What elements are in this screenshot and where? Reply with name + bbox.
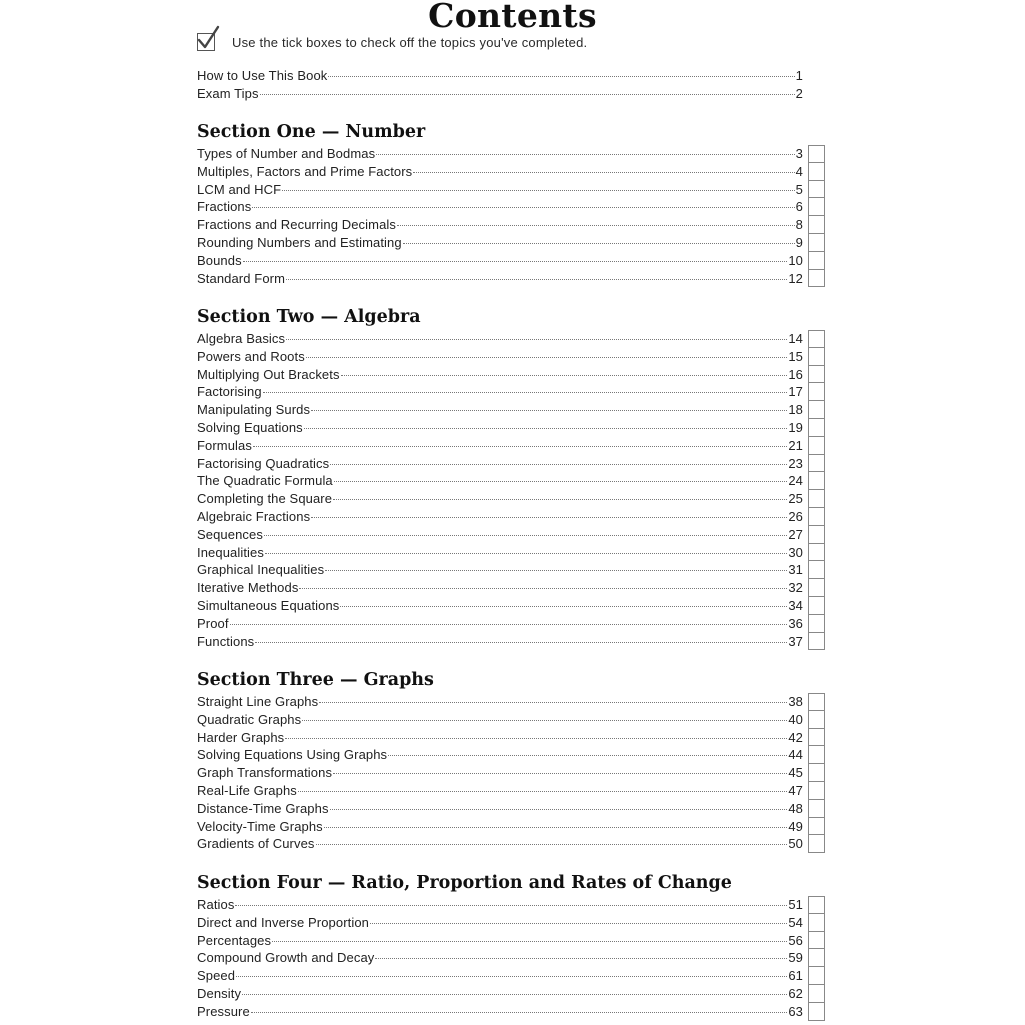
toc-entry[interactable] [197,330,803,348]
toc-entry[interactable] [197,914,803,932]
toc-entry[interactable] [197,597,803,615]
toc-entry[interactable] [197,693,803,711]
tick-checkbox[interactable] [808,932,825,950]
tick-checkbox[interactable] [808,835,825,853]
toc-entry[interactable] [197,198,803,216]
toc-entry-label: Iterative Methods [197,580,299,596]
toc-entry-page: 40 [788,711,803,727]
tick-checkbox[interactable] [808,508,825,526]
checkmark-icon [197,33,215,51]
dot-leader [403,243,795,244]
toc-entry[interactable] [197,615,803,633]
toc-entry[interactable] [197,579,803,597]
dot-leader [304,428,788,429]
toc-entry-page: 14 [788,331,803,346]
section-two-algebra [197,305,827,650]
toc-entry-page: 30 [788,544,803,560]
toc-entry-label: Exam Tips [197,85,259,101]
dot-leader [253,446,787,447]
toc-entry-label: Rounding Numbers and Estimating [197,234,402,250]
dot-leader [251,1012,788,1013]
toc-entry[interactable] [197,932,803,950]
tick-checkbox[interactable] [808,693,825,711]
toc-entry-page: 5 [795,181,803,197]
toc-entry[interactable] [197,216,803,234]
toc-entry[interactable] [197,490,803,508]
toc-entry[interactable] [197,366,803,384]
section-four-ratio [197,871,827,1021]
toc-entry-page: 54 [788,914,803,930]
toc-entry[interactable] [197,729,803,747]
toc-entry-label: Standard Form [197,270,286,286]
toc-entry-label: Pressure [197,1003,250,1019]
tick-checkbox[interactable] [808,561,825,579]
dot-leader [260,94,795,95]
toc-entry-page: 32 [788,580,803,596]
dot-leader [413,172,794,173]
section-title: Section Four — Ratio, Proportion and Rates of Change [197,873,732,893]
toc-entry-label: Bounds [197,252,242,268]
dot-leader [370,923,787,924]
page-title: Contents [428,0,597,35]
toc-entry-label: Factorising Quadratics [197,455,330,471]
dot-leader [324,827,788,828]
toc-entry-page: 6 [795,199,803,215]
tick-checkbox[interactable] [808,366,825,384]
tick-checkbox[interactable] [808,419,825,437]
tick-checkbox[interactable] [808,711,825,729]
toc-entry-label: Manipulating Surds [197,402,311,418]
tick-checkbox[interactable] [808,348,825,366]
toc-entry-page: 19 [788,419,803,435]
toc-entry-label: The Quadratic Formula [197,473,333,489]
intro-list [197,67,803,103]
dot-leader [285,738,787,739]
toc-entry[interactable] [197,782,803,800]
dot-leader [243,261,788,262]
toc-entry[interactable] [197,949,803,967]
tick-checkbox[interactable] [808,1003,825,1021]
toc-entry-page: 51 [788,897,803,912]
toc-entry-label: Straight Line Graphs [197,694,319,709]
tick-checkbox[interactable] [808,145,825,163]
toc-entry-page: 42 [788,729,803,745]
toc-entry[interactable] [197,437,803,455]
toc-entry-label: Solving Equations [197,419,303,435]
tick-checkbox[interactable] [808,579,825,597]
toc-entry-label: Powers and Roots [197,348,305,364]
tick-checkbox[interactable] [808,914,825,932]
toc-entry[interactable] [197,746,803,764]
dot-leader [330,809,788,810]
tick-checkbox[interactable] [808,490,825,508]
tick-checkbox[interactable] [808,746,825,764]
toc-entry[interactable] [197,419,803,437]
dot-leader [316,844,788,845]
toc-entry[interactable] [197,835,803,853]
dot-leader [264,535,787,536]
toc-entry-page: 4 [795,163,803,179]
toc-entry-page: 61 [788,968,803,984]
toc-entry[interactable] [197,181,803,199]
dot-leader [236,976,787,977]
tick-checkbox[interactable] [808,597,825,615]
tick-checkbox[interactable] [808,896,825,914]
tick-checkbox[interactable] [808,472,825,490]
toc-entry-label: Velocity-Time Graphs [197,818,323,834]
toc-entry[interactable] [197,544,803,562]
dot-leader [235,905,787,906]
tick-checkbox[interactable] [808,181,825,199]
toc-entry-page: 3 [795,146,803,161]
toc-entry-page: 16 [788,366,803,382]
toc-entry[interactable] [197,896,803,914]
toc-entry[interactable] [197,526,803,544]
dot-leader [388,755,787,756]
toc-entry-label: Solving Equations Using Graphs [197,747,388,763]
tick-checkbox[interactable] [808,437,825,455]
section-title: Section Two — Algebra [197,307,421,327]
dot-leader [242,994,787,995]
toc-entry-page: 63 [788,1003,803,1019]
dot-leader [286,279,787,280]
toc-entry-label: Types of Number and Bodmas [197,146,376,161]
tick-checkbox[interactable] [808,383,825,401]
toc-entry-page: 45 [788,765,803,781]
toc-entry[interactable] [197,67,803,85]
dot-leader [255,642,787,643]
toc-entry-label: Ratios [197,897,235,912]
tick-checkbox[interactable] [808,985,825,1003]
dot-leader [252,207,794,208]
toc-entry-page: 27 [788,526,803,542]
tick-checkbox[interactable] [808,401,825,419]
dot-leader [263,392,788,393]
dot-leader [340,606,787,607]
toc-entry-page: 25 [788,491,803,507]
tick-checkbox[interactable] [808,526,825,544]
toc-entry-label: Proof [197,615,229,631]
toc-entry-label: Fractions and Recurring Decimals [197,217,396,233]
toc-entry-label: Direct and Inverse Proportion [197,914,369,930]
dot-leader [286,339,787,340]
toc-entry[interactable] [197,711,803,729]
toc-entry-page: 1 [795,68,803,83]
toc-entry-label: Quadratic Graphs [197,711,302,727]
toc-entry-label: Completing the Square [197,491,333,507]
toc-entry[interactable] [197,455,803,473]
toc-entry-page: 31 [788,562,803,578]
tick-checkbox[interactable] [808,764,825,782]
toc-entry-page: 10 [788,252,803,268]
toc-entry-page: 2 [795,85,803,101]
toc-entry-page: 49 [788,818,803,834]
dot-leader [306,357,788,358]
toc-entry[interactable] [197,764,803,782]
toc-entry-page: 50 [788,836,803,852]
tick-checkbox[interactable] [808,330,825,348]
toc-entry[interactable] [197,985,803,1003]
toc-entry-page: 37 [788,633,803,649]
section-title: Section Three — Graphs [197,670,434,690]
tick-checkbox[interactable] [808,800,825,818]
toc-entry-label: Factorising [197,384,262,400]
toc-entry-page: 36 [788,615,803,631]
tick-checkbox[interactable] [808,818,825,836]
toc-entry-label: Density [197,985,242,1001]
dot-leader [311,517,787,518]
toc-entry-page: 12 [788,270,803,286]
toc-entry-label: Fractions [197,199,252,215]
dot-leader [330,464,787,465]
toc-entry-page: 59 [788,950,803,966]
toc-entry[interactable] [197,252,803,270]
tick-checkbox[interactable] [808,216,825,234]
toc-entry-label: Gradients of Curves [197,836,315,852]
toc-entry-label: Harder Graphs [197,729,285,745]
toc-entry[interactable] [197,967,803,985]
toc-entry-label: Inequalities [197,544,264,560]
dot-leader [230,624,788,625]
toc-entry[interactable] [197,270,803,288]
toc-entry-label: Graphical Inequalities [197,562,325,578]
toc-entry-page: 23 [788,455,803,471]
dot-leader [311,410,787,411]
toc-entry[interactable] [197,472,803,490]
tick-checkbox[interactable] [808,455,825,473]
toc-entry-label: Speed [197,968,236,984]
toc-entry-page: 38 [788,694,803,709]
toc-entry-label: Distance-Time Graphs [197,800,329,816]
tick-instruction-row [197,30,587,54]
dot-leader [334,481,788,482]
tick-checkbox[interactable] [808,729,825,747]
toc-entry-label: Algebraic Fractions [197,508,311,524]
dot-leader [299,588,787,589]
tick-checkbox[interactable] [808,544,825,562]
toc-entry[interactable] [197,234,803,252]
dot-leader [298,791,787,792]
tick-checkbox[interactable] [808,270,825,288]
toc-entry-label: Sequences [197,526,263,542]
toc-entry-page: 21 [788,437,803,453]
toc-entry[interactable] [197,818,803,836]
toc-entry-label: Real-Life Graphs [197,782,297,798]
toc-entry[interactable] [197,800,803,818]
tick-checkbox[interactable] [808,782,825,800]
tick-instruction-text: Use the tick boxes to check off the topics you've completed. [232,34,588,50]
toc-entry[interactable] [197,383,803,401]
tick-checkbox[interactable] [808,198,825,216]
section-title: Section One — Number [197,122,426,142]
toc-entry-label: Graph Transformations [197,765,333,781]
toc-entry-page: 26 [788,508,803,524]
toc-entry-label: Formulas [197,437,252,453]
toc-entry-label: Percentages [197,932,272,948]
toc-entry-page: 8 [795,217,803,233]
toc-entry-page: 44 [788,747,803,763]
toc-entry[interactable] [197,508,803,526]
dot-leader [319,702,787,703]
toc-entry-page: 56 [788,932,803,948]
toc-entry-page: 62 [788,985,803,1001]
toc-entry-page: 9 [795,234,803,250]
toc-entry[interactable] [197,85,803,103]
toc-entry-page: 17 [788,384,803,400]
section-three-graphs [197,668,827,853]
toc-entry-label: How to Use This Book [197,68,328,83]
dot-leader [375,958,787,959]
tick-checkbox[interactable] [808,967,825,985]
toc-entry[interactable] [197,348,803,366]
dot-leader [333,499,787,500]
toc-entry[interactable] [197,561,803,579]
dot-leader [302,720,787,721]
tick-checkbox[interactable] [808,234,825,252]
tick-checkbox[interactable] [808,633,825,651]
dot-leader [376,154,794,155]
toc-entry-page: 18 [788,402,803,418]
tick-checkbox[interactable] [808,252,825,270]
toc-entry-label: Compound Growth and Decay [197,950,375,966]
tick-checkbox[interactable] [808,949,825,967]
toc-entry-label: Algebra Basics [197,331,286,346]
toc-entry-page: 15 [788,348,803,364]
section-one-number [197,120,827,287]
toc-entry[interactable] [197,401,803,419]
toc-entry[interactable] [197,145,803,163]
dot-leader [265,553,787,554]
toc-entry-label: Multiples, Factors and Prime Factors [197,163,413,179]
toc-entry-page: 47 [788,782,803,798]
dot-leader [333,773,787,774]
toc-entry-label: Simultaneous Equations [197,597,340,613]
toc-entry-label: Functions [197,633,255,649]
dot-leader [282,190,794,191]
dot-leader [341,375,788,376]
toc-entry-label: Multiplying Out Brackets [197,366,340,382]
toc-entry-page: 24 [788,473,803,489]
dot-leader [325,570,787,571]
toc-entry-page: 34 [788,597,803,613]
dot-leader [397,225,795,226]
toc-entry-page: 48 [788,800,803,816]
toc-entry[interactable] [197,1003,803,1021]
tick-checkbox[interactable] [808,163,825,181]
toc-entry[interactable] [197,163,803,181]
dot-leader [328,76,794,77]
toc-entry[interactable] [197,633,803,651]
dot-leader [272,941,787,942]
tick-checkbox[interactable] [808,615,825,633]
toc-entry-label: LCM and HCF [197,181,282,197]
